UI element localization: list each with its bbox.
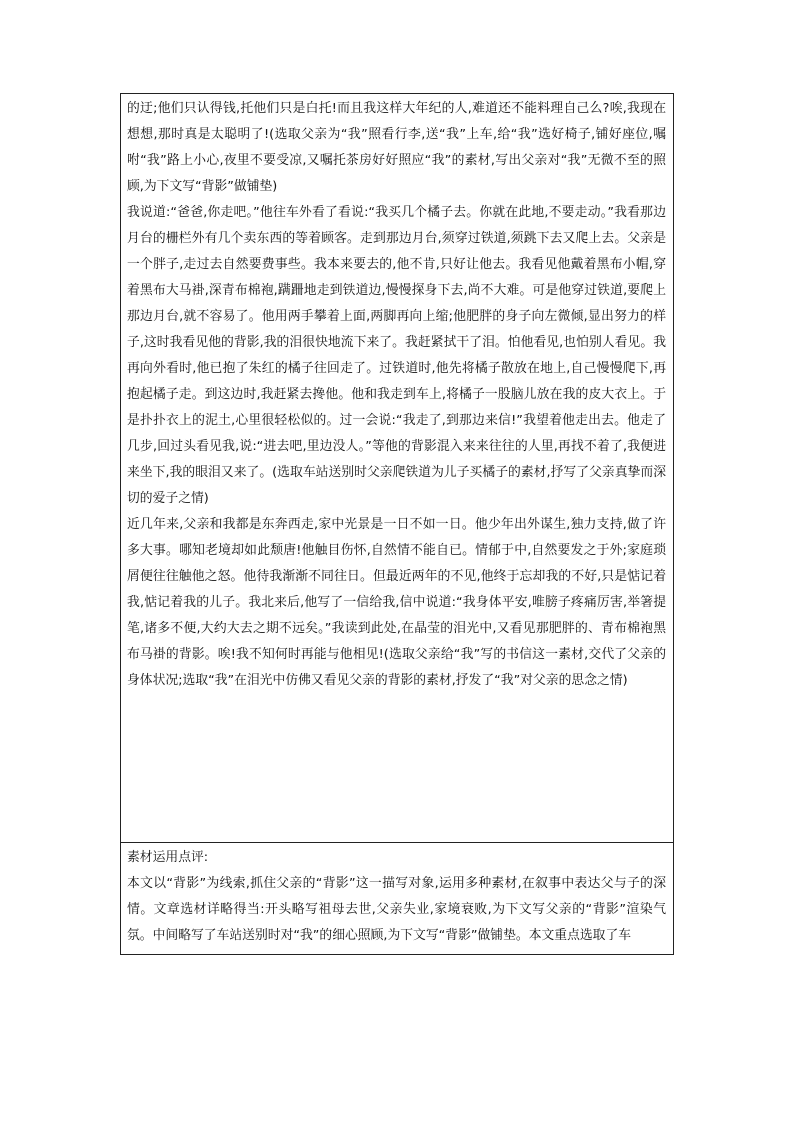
table-row [121,94,674,843]
document-table [120,93,674,955]
comment-heading: 素材运用点评: [127,850,209,865]
main-text-cell [121,94,674,843]
comment-cell [121,843,674,955]
paragraph-buying-oranges: 我说道:“爸爸,你走吧。”他往车外看了看说:“我买几个橘子去。你就在此地,不要走动。”我看那边月台的栅栏外有几个卖东西的等着顾客。走到那边月台,须穿过铁道,须跳下去又爬上去。父亲是一个胖子,走过去自然要费事些。我本来要去的,他不肯,只好让他去。我看见他戴着黑布小帽,穿着黑布大马褂,深青布棉袍,蹒跚地走到铁道边,慢慢探身下去,尚不大难。可是他穿过铁道,要爬上那边月台,就不容易了。他用两手攀着上面,两脚再向上缩;他肥胖的身子向左微倾,显出努力的样子,这时我看见他的背影,我的泪很快地流下来了。我赶紧拭干了泪。怕他看见,也怕别人看见。我再向外看时,他已抱了朱红的橘子往回走了。过铁道时,他先将橘子散放在地上,自己慢慢爬下,再抱起橘子走。到这边时,我赶紧去搀他。他和我走到车上,将橘子一股脑儿放在我的皮大衣上。于是扑扑衣上的泥土,心里很轻松似的。过一会说:“我走了,到那边来信!”我望着他走出去。他走了几步,回过头看见我,说:“进去吧,里边没人。”等他的背影混入来来往往的人里,再找不着了,我便进来坐下,我的眼泪又来了。(选取车站送别时父亲爬铁道为儿子买橘子的素材,抒写了父亲真挚而深切的爱子之情) [127,205,666,506]
paragraph-father-letter: 近几年来,父亲和我都是东奔西走,家中光景是一日不如一日。他少年出外谋生,独力支持,做了许多大事。哪知老境却如此颓唐!他触目伤怀,自然情不能自已。情郁于中,自然要发之于外;家庭琐屑便往往触他之怒。他待我渐渐不同往日。但最近两年的不见,他终于忘却我的不好,只是惦记着我,惦记着我的儿子。我北来后,他写了一信给我,信中说道:“我身体平安,唯膀子疼痛厉害,举箸提笔,诸多不便,大约大去之期不远矣。”我读到此处,在晶莹的泪光中,又看见那肥胖的、青布棉袍黑布马褂的背影。唉!我不知何时再能与他相见!(选取父亲给“我”写的书信这一素材,交代了父亲的身体状况;选取“我”在泪光中仿佛又看见父亲的背影的素材,抒发了“我”对父亲的思念之情) [127,517,666,688]
comment-body: 本文以“背影”为线索,抓住父亲的“背影”这一描写对象,运用多种素材,在叙事中表达父与子的深情。文章选材详略得当:开头略写祖母去世,父亲失业,家境衰败,为下文写父亲的“背影”渲染气氛。中间略写了车站送别时对“我”的细心照顾,为下文写“背影”做铺垫。本文重点选取了车 [127,876,666,943]
table-row [121,843,674,955]
paragraph-farewell-care: 的迂;他们只认得钱,托他们只是白托!而且我这样大年纪的人,难道还不能料理自己么?唉,我现在想想,那时真是太聪明了!(选取父亲为“我”照看行李,送“我”上车,给“我”选好椅子,铺好座位,嘱咐“我”路上小心,夜里不要受凉,又嘱托茶房好好照应“我”的素材,写出父亲对“我”无微不至的照顾,为下文写“背影”做铺垫) [127,101,666,194]
